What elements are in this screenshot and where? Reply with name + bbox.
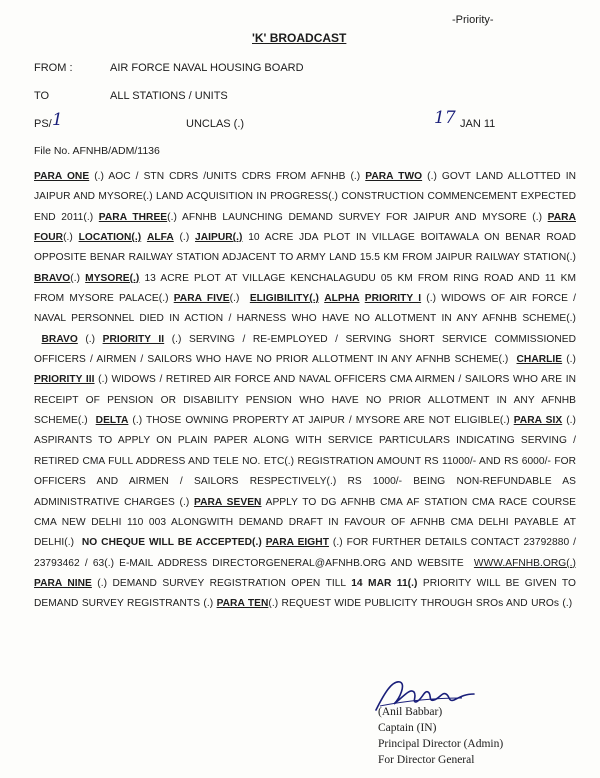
bravo-two-label: BRAVO	[41, 333, 78, 345]
date-month-year: JAN 11	[460, 118, 496, 130]
para-two-text: (.) GOVT LAND ALLOTTED IN JAIPUR AND MYSORE(.) LAND ACQUISITION IN PROGRESS(.) CONSTRUCTION COMMENCEMENT EXPECTED END 2011(.)	[34, 171, 577, 223]
delta-text: (.) THOSE OWNING PROPERTY AT JAIPUR / MYSORE ARE NOT ELIGIBLE(.)	[128, 415, 514, 427]
para-six-text: (.) ASPIRANTS TO APPLY ON PLAIN PAPER ALONG WITH SERVICE PARTICULARS INDICATING SERVING / RETIRED CMA FULL ADDRESS AND TELE NO. ETC(.) REGISTRATION AMOUNT RS 11000/- AND RS 6000/- FOR OFFICERS AND AIRMEN / SAILORS RESPECTIVELY(.) RS 1000/- BEING NON-REFUNDABLE AS ADMINISTRATIVE CHARGES (.)	[34, 415, 576, 508]
from-label: FROM :	[34, 62, 73, 74]
registration-deadline: 14 MAR 11(.)	[351, 577, 418, 589]
priority-three-label: PRIORITY III	[34, 374, 95, 386]
para-seven-text: APPLY TO DG AFNHB CMA AF STATION CMA RACE COURSE CMA NEW DELHI 110 003 ALONGWITH DEMAND DRAFT IN FAVOUR OF AFNHB CMA DELHI PAYABLE AT DELHI(.)	[34, 496, 576, 549]
para-seven-label: PARA SEVEN	[194, 496, 262, 508]
mysore-text: 13 ACRE PLOT AT VILLAGE KENCHALAGUDU 05 KM FROM RING ROAD AND 11 KM FROM MYSORE PALACE(.)	[34, 272, 576, 305]
classification: UNCLAS (.)	[186, 118, 245, 130]
para-four-label: PARA FOUR	[34, 211, 576, 244]
para-five-text: (.)	[229, 293, 245, 305]
signature-block	[378, 704, 503, 768]
priority-one-label: PRIORITY I	[364, 293, 422, 305]
para-nine-label: PARA NINE	[34, 577, 92, 589]
to-label: TO	[34, 90, 50, 102]
priority-two-label: PRIORITY II	[102, 333, 165, 345]
signatory-for-line: For Director General	[378, 754, 475, 766]
no-cheque-notice: NO CHEQUE WILL BE ACCEPTED(.)	[81, 537, 262, 549]
para-ten-label: PARA TEN	[216, 598, 269, 610]
para-nine-text-2: PRIORITY WILL BE GIVEN TO DEMAND SURVEY REGISTRANTS (.)	[34, 577, 576, 610]
mysore-label: MYSORE(.)	[85, 272, 140, 284]
location-label: LOCATION(.)	[78, 232, 142, 244]
priority-one-text: (.) WIDOWS OF AIR FORCE / NAVAL PERSONNEL DIED IN ACTION / HARNESS WHO HAVE NO ALLOTMENT IN ANY AFNHB SCHEME(.)	[34, 293, 576, 325]
eligibility-label: ELIGIBILITY(.)	[249, 293, 319, 305]
date-handwritten-day: 17	[434, 108, 456, 128]
priority-marking: -Priority-	[452, 14, 494, 26]
file-number: File No. AFNHB/ADM/1136	[34, 145, 160, 157]
signatory-designation: Principal Director (Admin)	[378, 738, 504, 750]
website-link[interactable]: WWW.AFNHB.ORG(.)	[473, 557, 576, 569]
charlie-label: CHARLIE	[516, 354, 563, 366]
para-nine-text: (.) DEMAND SURVEY REGISTRATION OPEN TILL	[91, 577, 352, 589]
para-one-text: (.) AOC / STN CDRS /UNITS CDRS FROM AFNHB (.)	[89, 171, 366, 182]
priority-two-text: (.) SERVING / RE-EMPLOYED / SERVING SHORT SERVICE COMMISSIONED OFFICERS / AIRMEN / SAILORS WHO HAVE NO PRIOR ALLOTMENT IN ANY AFNHB SCHEME(.)	[34, 333, 576, 366]
from-value: AIR FORCE NAVAL HOUSING BOARD	[110, 62, 304, 74]
para-three-text: (.) AFNHB LAUNCHING DEMAND SURVEY FOR JAIPUR AND MYSORE (.)	[167, 211, 548, 223]
para-two-label: PARA TWO	[365, 171, 423, 182]
para-six-label: PARA SIX	[513, 415, 563, 427]
jaipur-label: JAIPUR(.)	[195, 232, 243, 244]
signatory-rank: Captain (IN)	[378, 722, 437, 734]
signatory-name: (Anil Babbar)	[378, 706, 443, 718]
para-one-label: PARA ONE	[34, 171, 90, 182]
para-eight-text: (.) FOR FURTHER DETAILS CONTACT 23792880 / 23793462 / 63(.) E-MAIL ADDRESS DIRECTORGENERAL@AFNHB.ORG AND WEBSITE	[34, 537, 576, 569]
para-ten-text: (.) REQUEST WIDE PUBLICITY THROUGH SROs AND UROs (.)	[268, 598, 573, 610]
alpha-label: ALPHA	[324, 293, 360, 305]
bravo-label: BRAVO	[34, 272, 71, 284]
ps-label: PS/	[34, 118, 52, 130]
priority-three-text: (.) WIDOWS / RETIRED AIR FORCE AND NAVAL OFFICERS CMA AIRMEN / SAILORS WHO ARE IN RECEIPT OF PENSION OR DISABILITY PENSION WHO HAVE NO PRIOR ALLOTMENT IN ANY AFNHB SCHEME(.)	[34, 374, 576, 427]
to-value: ALL STATIONS / UNITS	[110, 90, 228, 102]
document-title: 'K' BROADCAST	[252, 31, 347, 45]
ps-handwritten-number: 1	[52, 110, 63, 130]
broadcast-body: PARA ONE (.) AOC / STN CDRS /UNITS CDRS FROM AFNHB (.) PARA TWO (.) GOVT LAND ALLOTTED IN JAIPUR AND MYSORE(.) LAND ACQUISITION IN PROGRESS(.) CONSTRUCTION COMMENCEMENT EXPECTED END 2011(.) PARA THREE(.) AFNHB LAUNCHING DEMAND SURVEY FOR JAIPUR AND MYSORE (.) PARA FOUR(.) LOCATION(.) ALFA (.) JAIPUR(.) 10 ACRE JDA PLOT IN VILLAGE BOITAWALA ON BENAR ROAD OPPOSITE BENAR RAILWAY STATION ADJACENT TO ARMY LAND 15.5 KM FROM JAIPUR RAILWAY STATION(.) BRAVO(.) MYSORE(.) 13 ACRE PLOT AT VILLAGE KENCHALAGUDU 05 KM FROM RING ROAD AND 11 KM FROM MYSORE PALACE(.) PARA FIVE(.) ELIGIBILITY(.) ALPHA PRIORITY I (.) WIDOWS OF AIR FORCE / NAVAL PERSONNEL DIED IN ACTION / HARNESS WHO HAVE NO ALLOTMENT IN ANY AFNHB SCHEME(.) BRAVO (.) PRIORITY II (.) SERVING / RE-EMPLOYED / SERVING SHORT SERVICE COMMISSIONED OFFICERS / AIRMEN / SAILORS WHO HAVE NO PRIOR ALLOTMENT IN ANY AFNHB SCHEME(.) CHARLIE (.) PRIORITY III (.) WIDOWS / RETIRED AIR FORCE AND NAVAL OFFICERS CMA AIRMEN / SAILORS WHO ARE IN RECEIPT OF PENSION OR DISABILITY PENSION WHO HAVE NO PRIOR ALLOTMENT IN ANY AFNHB SCHEME(.) DELTA (.) THOSE OWNING PROPERTY AT JAIPUR / MYSORE ARE NOT ELIGIBLE(.) PARA SIX (.) ASPIRANTS TO APPLY ON PLAIN PAPER ALONG WITH SERVICE PARTICULARS INDICATING SERVING / RETIRED CMA FULL ADDRESS AND TELE NO. ETC(.) REGISTRATION AMOUNT RS 11000/- AND RS 6000/- FOR OFFICERS AND AIRMEN / SAILORS RESPECTIVELY(.) RS 1000/- BEING NON-REFUNDABLE AS ADMINISTRATIVE CHARGES (.) PARA SEVEN APPLY TO DG AFNHB CMA AF STATION CMA RACE COURSE CMA NEW DELHI 110 003 ALONGWITH DEMAND DRAFT IN FAVOUR OF AFNHB CMA DELHI PAYABLE AT DELHI(.) NO CHEQUE WILL BE ACCEPTED(.) PARA EIGHT (.) FOR FURTHER DETAILS CONTACT 23792880 / 23793462 / 63(.) E-MAIL ADDRESS DIRECTORGENERAL@AFNHB.ORG AND WEBSITE WWW.AFNHB.ORG(.) PARA NINE (.) DEMAND SURVEY REGISTRATION OPEN TILL 14 MAR 11(.) PRIORITY WILL BE GIVEN TO DEMAND SURVEY REGISTRANTS (.) PARA TEN(.) REQUEST WIDE PUBLICITY THROUGH SROs AND UROs (.)	[34, 171, 577, 610]
para-five-label: PARA FIVE	[173, 293, 230, 305]
delta-label: DELTA	[95, 415, 129, 427]
jaipur-text: 10 ACRE JDA PLOT IN VILLAGE BOITAWALA ON BENAR ROAD OPPOSITE BENAR RAILWAY STATION ADJACENT TO ARMY LAND 15.5 KM FROM JAIPUR RAILWAY STATION(.)	[34, 232, 576, 264]
alfa-label: ALFA	[146, 232, 174, 244]
para-three-label: PARA THREE	[98, 211, 168, 223]
para-eight-label: PARA EIGHT	[265, 537, 329, 549]
para-four-text: (.)	[63, 232, 79, 244]
